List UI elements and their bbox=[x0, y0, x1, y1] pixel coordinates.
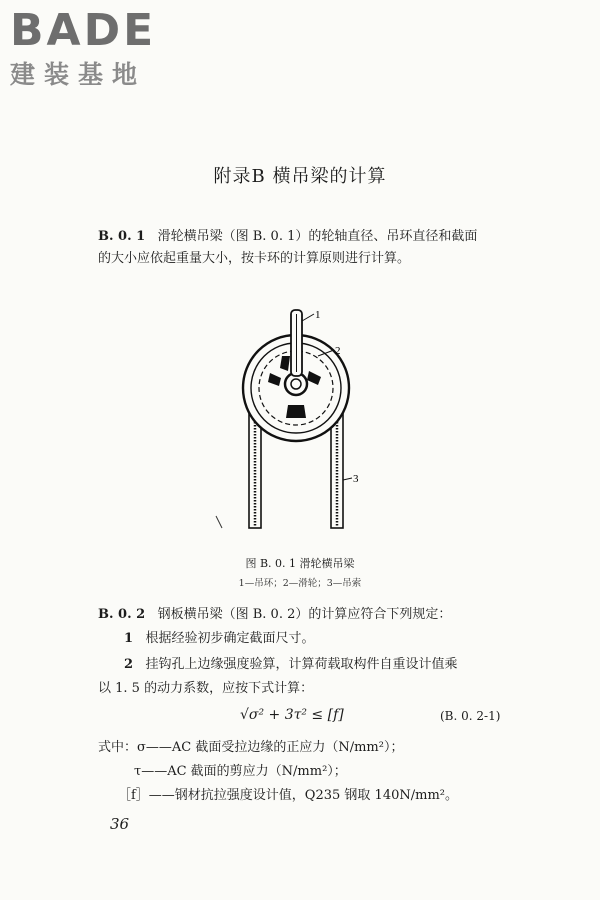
scan-mark bbox=[216, 516, 222, 528]
formula-number: (B. 0. 2-1) bbox=[440, 709, 501, 723]
where-f: ［f］——钢材抗拉强度设计值，Q235 钢取 140N/mm²。 bbox=[118, 788, 458, 803]
section-number: B. 0. 2 bbox=[98, 607, 146, 622]
section-b01-line2: 的大小应依起重量大小，按卡环的计算原则进行计算。 bbox=[98, 251, 411, 266]
item-text: 根据经验初步确定截面尺寸。 bbox=[145, 631, 315, 646]
item-text: 挂钩孔上边缘强度验算，计算荷载取构件自重设计值乘 bbox=[145, 657, 458, 672]
callout-2: 2 bbox=[335, 345, 341, 357]
page-title: 附录B 横吊梁的计算 bbox=[213, 166, 387, 187]
where-sigma: 式中：σ——AC 截面受拉边缘的正应力（N/mm²）； bbox=[98, 740, 404, 755]
callout-1: 1 bbox=[315, 309, 321, 321]
section-number: B. 0. 1 bbox=[98, 229, 146, 244]
where-tau: τ——AC 截面的剪应力（N/mm²）； bbox=[134, 764, 347, 779]
section-text: 滑轮横吊梁（图 B. 0. 1）的轮轴直径、吊环直径和截面 bbox=[157, 229, 478, 244]
item-1 bbox=[124, 628, 314, 650]
section-text: 钢板横吊梁（图 B. 0. 2）的计算应符合下列规定： bbox=[157, 607, 452, 622]
item-2-continuation: 以 1. 5 的动力系数，应按下式计算： bbox=[98, 681, 314, 696]
figure-legend: 1—吊环；2—滑轮；3—吊索 bbox=[238, 578, 362, 589]
section-b02 bbox=[98, 604, 451, 626]
page-number: 36 bbox=[110, 815, 130, 833]
leader-3 bbox=[343, 478, 352, 480]
logo-wordmark: BADE bbox=[10, 5, 157, 56]
leader-1 bbox=[302, 314, 314, 321]
axle-hole bbox=[291, 379, 301, 389]
item-number: 2 bbox=[124, 657, 134, 672]
item-2 bbox=[124, 654, 457, 676]
callout-3: 3 bbox=[353, 473, 359, 485]
item-number: 1 bbox=[124, 631, 134, 646]
formula-expression: √σ² + 3τ² ≤ [f] bbox=[240, 707, 344, 723]
spoke-hole-bottom bbox=[286, 405, 306, 418]
logo-subtitle: 建装基地 bbox=[10, 60, 147, 89]
figure-caption: 图 B. 0. 1 滑轮横吊梁 bbox=[245, 557, 355, 570]
